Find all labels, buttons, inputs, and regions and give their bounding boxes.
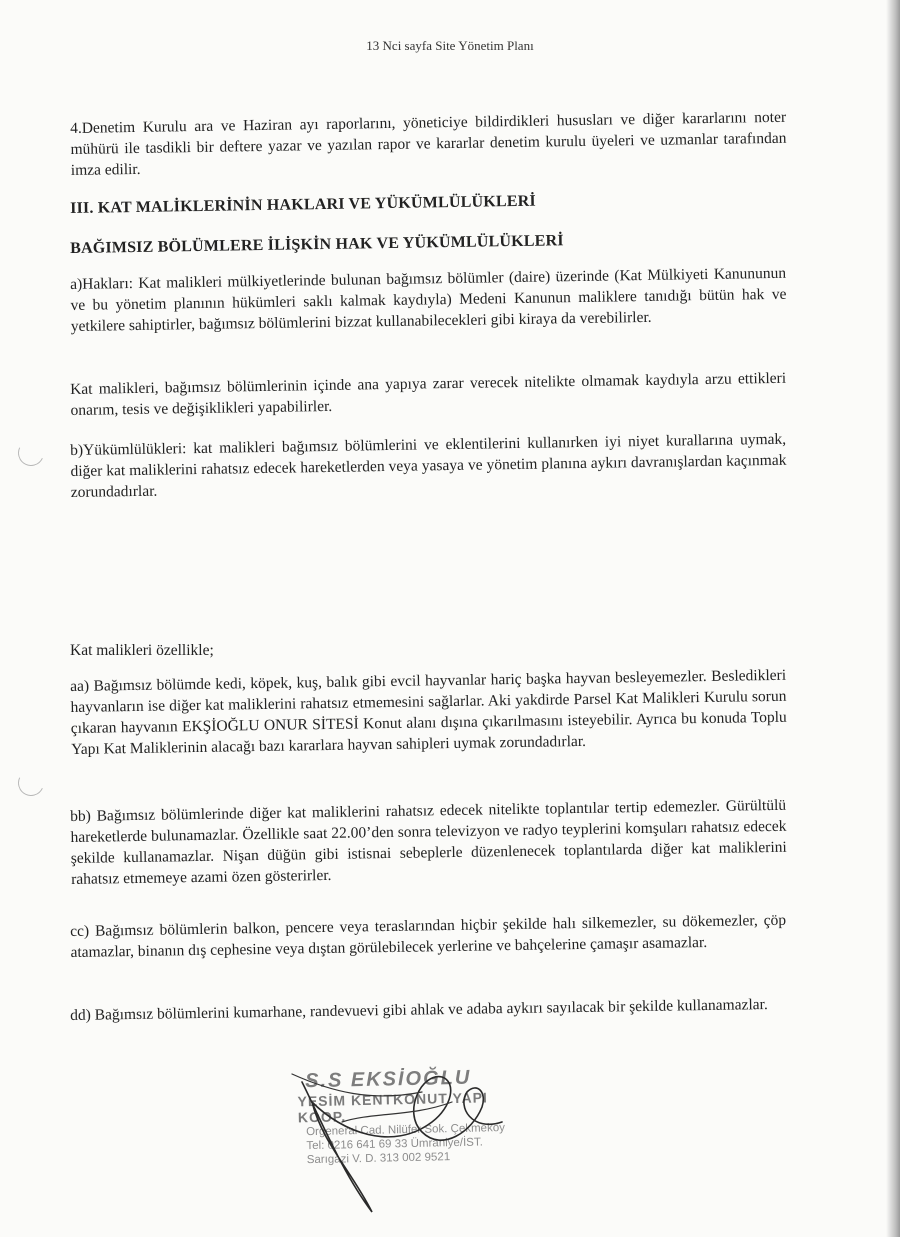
page-header: 13 Nci sayfa Site Yönetim Planı bbox=[366, 38, 534, 53]
section-title: III. KAT MALİKLERİNİN HAKLARI VE YÜKÜMLÜLÜKLERİ bbox=[70, 192, 536, 217]
stamp-line-3: Orgeneral Cad. Nilüfer Sok. Çekmeköy bbox=[306, 1122, 506, 1139]
stamp-line-1: S.S EKSİOĞLU bbox=[304, 1066, 472, 1093]
paragraph-yukumlulukleri: b)Yükümlülükleri: kat malikleri bağımsız bölümlerini ve eklentilerini kullanırken iyi niyet kurallarına uymak, diğer kat maliklerini rahatsız edecek hareketlerden veya yasaya ve yönetim planına aykırı davranışlardan kaçınmak zorundadırlar. bbox=[70, 430, 787, 501]
paragraph-ozellikle: Kat malikleri özellikle; bbox=[70, 642, 214, 659]
stamp-line-5: Sarıgazi V. D. 313 002 9521 bbox=[306, 1151, 451, 1167]
paragraph-cc: cc) Bağımsız bölümlerin balkon, pencere veya teraslarından hiçbir şekilde halı silkemezler, su dökemezler, çöp atamazlar, binanın dış cephesine veya dıştan görülebilecek yerlerine ve bahçelerine çamaşır asamazlar. bbox=[70, 911, 787, 961]
punch-hole-mark bbox=[14, 436, 47, 469]
stamp-line-4: Tel: 0216 641 69 33 Ümraniye/İST. bbox=[306, 1136, 483, 1153]
paragraph-onarim: Kat malikleri, bağımsız bölümlerinin içinde ana yapıya zarar verecek nitelikte olmamak kaydıyla arzu ettikleri onarım, tesis ve değişiklikleri yapabilirler. bbox=[70, 369, 787, 419]
punch-hole-mark bbox=[14, 766, 47, 799]
scan-edge bbox=[886, 0, 900, 1237]
subsection-title: BAĞIMSIZ BÖLÜMLERE İLİŞKİN HAK VE YÜKÜMLÜLÜKLERİ bbox=[70, 232, 564, 257]
handwritten-signature bbox=[282, 1062, 522, 1222]
paragraph-bb: bb) Bağımsız bölümlerinde diğer kat maliklerini rahatsız edecek nitelikte toplantılar tertip edemezler. Gürültülü hareketlerde bulunamazlar. Özellikle saat 22.00’den sonra televizyon ve radyo teyplerini komşuları rahatsız edecek şekilde kullanamazlar. Nişan düğün gibi istisnai sebeplerle düzenlenecek toplantılarda diğer kat maliklerini rahatsız etmemeye azami özen gösterirler. bbox=[70, 796, 787, 888]
paragraph-aa: aa) Bağımsız bölümde kedi, köpek, kuş, balık gibi evcil hayvanlar hariç başka hayvan besleyemezler. Besledikleri hayvanların ise diğer kat maliklerini rahatsız etmemesini sağlarlar. Aki yakdirde Parsel Kat Malikleri Kurulu sorun çıkaran hayvanın EKŞİOĞLU ONUR SİTESİ Konut alanı dışına çıkarılmasını isteyebilir. Ayrıca bu konuda Toplu Yapı Kat Maliklerinin alacağı bazı kararlara hayvan sahipleri uymak zorundadırlar. bbox=[70, 666, 787, 758]
paragraph-denetim: 4.Denetim Kurulu ara ve Haziran ayı raporlarını, yöneticiye bildirdikleri hususları ve diğer kararlarını noter mühürü ile tasdikli bir deftere yazar ve yazılan rapor ve kararlar denetim kurulu üyeleri ve uzmanlar tarafından imza edilir. bbox=[70, 108, 787, 179]
stamp-line-2: YESİM KENTKONUT YAPI KOOP. bbox=[297, 1089, 489, 1126]
paragraph-haklari: a)Hakları: Kat malikleri mülkiyetlerinde bulunan bağımsız bölümler (daire) üzerinde (Kat Mülkiyeti Kanununun ve bu yönetim planının hükümleri saklı kalmak kaydıyla) Medeni Kanunun maliklere tanıdığı bütün hak ve yetkilere sahiptirler, bağımsız bölümlerini bizzat kullanabilecekleri gibi kiraya da verebilirler. bbox=[70, 264, 787, 335]
paragraph-dd: dd) Bağımsız bölümlerini kumarhane, randevuevi gibi ahlak ve adaba aykırı sayılacak bir şekilde kullanamazlar. bbox=[70, 996, 768, 1024]
